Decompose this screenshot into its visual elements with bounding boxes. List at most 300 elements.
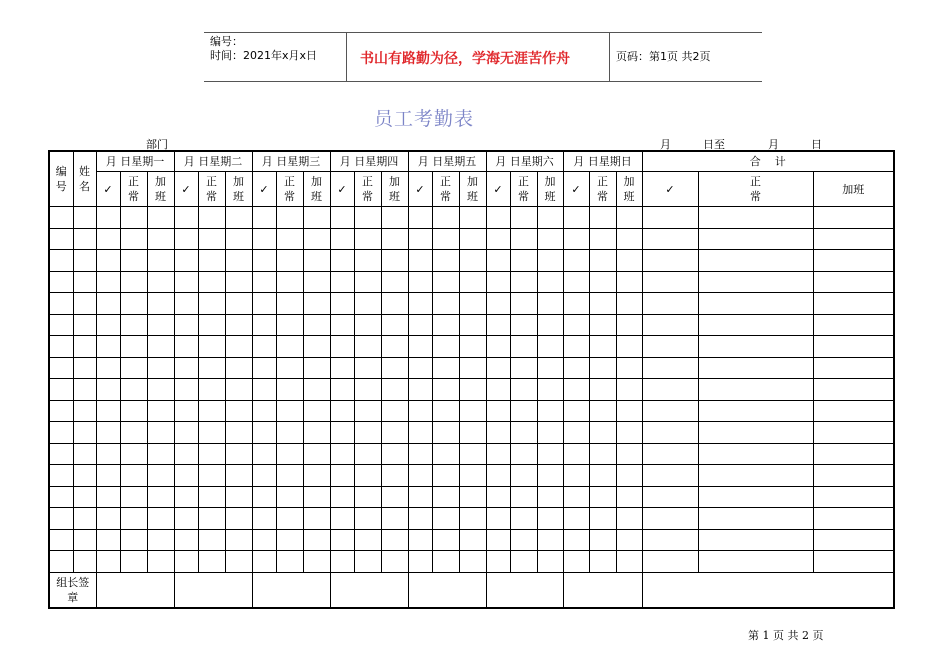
table-cell[interactable] (408, 271, 432, 293)
table-cell[interactable] (408, 228, 432, 250)
table-cell[interactable] (510, 250, 537, 272)
table-cell[interactable] (537, 465, 563, 487)
table-cell[interactable] (252, 228, 276, 250)
table-cell[interactable] (642, 314, 698, 336)
table-cell[interactable] (303, 271, 330, 293)
table-cell[interactable] (147, 293, 174, 315)
table-cell[interactable] (589, 271, 616, 293)
table-cell[interactable] (589, 529, 616, 551)
table-cell[interactable] (537, 293, 563, 315)
table-cell[interactable] (354, 508, 381, 530)
table-cell[interactable] (486, 400, 510, 422)
table-cell[interactable] (198, 529, 225, 551)
table-cell[interactable] (813, 443, 894, 465)
table-cell[interactable] (381, 357, 408, 379)
table-cell[interactable] (616, 336, 642, 358)
table-cell[interactable] (73, 443, 96, 465)
table-cell[interactable] (147, 465, 174, 487)
table-cell[interactable] (330, 465, 354, 487)
table-cell[interactable] (120, 443, 147, 465)
table-cell[interactable] (486, 529, 510, 551)
table-cell[interactable] (432, 529, 459, 551)
table-cell[interactable] (642, 207, 698, 229)
table-cell[interactable] (408, 465, 432, 487)
table-cell[interactable] (537, 551, 563, 573)
table-cell[interactable] (120, 400, 147, 422)
table-cell[interactable] (252, 443, 276, 465)
table-cell[interactable] (486, 379, 510, 401)
table-cell[interactable] (813, 207, 894, 229)
table-cell[interactable] (303, 207, 330, 229)
table-cell[interactable] (408, 336, 432, 358)
table-cell[interactable] (486, 228, 510, 250)
table-cell[interactable] (330, 207, 354, 229)
table-cell[interactable] (432, 422, 459, 444)
table-cell[interactable] (49, 228, 73, 250)
table-cell[interactable] (147, 207, 174, 229)
table-cell[interactable] (486, 250, 510, 272)
table-cell[interactable] (813, 422, 894, 444)
table-cell[interactable] (589, 314, 616, 336)
table-cell[interactable] (432, 551, 459, 573)
table-cell[interactable] (432, 228, 459, 250)
table-cell[interactable] (120, 250, 147, 272)
table-cell[interactable] (813, 250, 894, 272)
table-cell[interactable] (252, 379, 276, 401)
table-cell[interactable] (616, 228, 642, 250)
table-cell[interactable] (616, 271, 642, 293)
table-cell[interactable] (589, 508, 616, 530)
table-cell[interactable] (147, 422, 174, 444)
table-cell[interactable] (225, 314, 252, 336)
table-cell[interactable] (537, 357, 563, 379)
table-cell[interactable] (354, 443, 381, 465)
table-cell[interactable] (174, 551, 198, 573)
table-cell[interactable] (174, 314, 198, 336)
table-cell[interactable] (198, 336, 225, 358)
table-cell[interactable] (73, 207, 96, 229)
table-cell[interactable] (303, 357, 330, 379)
table-cell[interactable] (354, 379, 381, 401)
table-cell[interactable] (642, 293, 698, 315)
table-cell[interactable] (120, 357, 147, 379)
table-cell[interactable] (276, 508, 303, 530)
table-cell[interactable] (432, 271, 459, 293)
table-cell[interactable] (225, 443, 252, 465)
table-cell[interactable] (510, 336, 537, 358)
table-cell[interactable] (73, 422, 96, 444)
signature-cell[interactable] (252, 572, 330, 608)
table-cell[interactable] (276, 293, 303, 315)
table-cell[interactable] (813, 293, 894, 315)
table-cell[interactable] (225, 465, 252, 487)
table-cell[interactable] (354, 422, 381, 444)
table-cell[interactable] (252, 271, 276, 293)
table-cell[interactable] (276, 379, 303, 401)
table-cell[interactable] (537, 508, 563, 530)
table-cell[interactable] (381, 250, 408, 272)
table-cell[interactable] (486, 293, 510, 315)
table-cell[interactable] (698, 293, 813, 315)
table-cell[interactable] (563, 508, 589, 530)
table-cell[interactable] (174, 207, 198, 229)
table-cell[interactable] (642, 228, 698, 250)
table-cell[interactable] (510, 207, 537, 229)
table-cell[interactable] (276, 443, 303, 465)
table-cell[interactable] (486, 486, 510, 508)
table-cell[interactable] (49, 336, 73, 358)
table-cell[interactable] (408, 379, 432, 401)
table-cell[interactable] (147, 443, 174, 465)
table-cell[interactable] (563, 379, 589, 401)
table-cell[interactable] (96, 400, 120, 422)
table-cell[interactable] (408, 529, 432, 551)
table-cell[interactable] (49, 250, 73, 272)
table-cell[interactable] (174, 271, 198, 293)
table-cell[interactable] (432, 486, 459, 508)
table-cell[interactable] (198, 465, 225, 487)
table-cell[interactable] (354, 293, 381, 315)
table-cell[interactable] (510, 379, 537, 401)
signature-cell[interactable] (486, 572, 563, 608)
table-cell[interactable] (537, 336, 563, 358)
table-cell[interactable] (432, 443, 459, 465)
signature-cell[interactable] (563, 572, 642, 608)
table-cell[interactable] (303, 465, 330, 487)
table-cell[interactable] (198, 486, 225, 508)
table-cell[interactable] (198, 314, 225, 336)
table-cell[interactable] (381, 400, 408, 422)
table-cell[interactable] (225, 293, 252, 315)
table-cell[interactable] (616, 314, 642, 336)
table-cell[interactable] (147, 379, 174, 401)
table-cell[interactable] (330, 314, 354, 336)
table-cell[interactable] (225, 336, 252, 358)
table-cell[interactable] (330, 228, 354, 250)
table-cell[interactable] (408, 508, 432, 530)
table-cell[interactable] (381, 336, 408, 358)
table-cell[interactable] (537, 250, 563, 272)
table-cell[interactable] (96, 314, 120, 336)
table-cell[interactable] (408, 207, 432, 229)
table-cell[interactable] (563, 336, 589, 358)
table-cell[interactable] (96, 207, 120, 229)
table-cell[interactable] (198, 293, 225, 315)
table-cell[interactable] (616, 250, 642, 272)
table-cell[interactable] (459, 551, 486, 573)
table-cell[interactable] (589, 379, 616, 401)
table-cell[interactable] (432, 357, 459, 379)
table-cell[interactable] (698, 379, 813, 401)
table-cell[interactable] (616, 443, 642, 465)
table-cell[interactable] (698, 465, 813, 487)
table-cell[interactable] (49, 551, 73, 573)
table-cell[interactable] (120, 486, 147, 508)
table-cell[interactable] (381, 422, 408, 444)
table-cell[interactable] (73, 357, 96, 379)
signature-cell[interactable] (642, 572, 894, 608)
table-cell[interactable] (303, 400, 330, 422)
table-cell[interactable] (276, 422, 303, 444)
table-cell[interactable] (120, 228, 147, 250)
table-cell[interactable] (698, 271, 813, 293)
table-cell[interactable] (432, 293, 459, 315)
table-cell[interactable] (589, 228, 616, 250)
table-cell[interactable] (120, 293, 147, 315)
signature-cell[interactable] (174, 572, 252, 608)
table-cell[interactable] (563, 228, 589, 250)
table-cell[interactable] (147, 271, 174, 293)
table-cell[interactable] (813, 379, 894, 401)
table-cell[interactable] (225, 486, 252, 508)
table-cell[interactable] (252, 293, 276, 315)
table-cell[interactable] (330, 443, 354, 465)
table-cell[interactable] (198, 551, 225, 573)
table-cell[interactable] (276, 551, 303, 573)
table-cell[interactable] (225, 228, 252, 250)
table-cell[interactable] (225, 271, 252, 293)
table-cell[interactable] (459, 336, 486, 358)
table-cell[interactable] (510, 271, 537, 293)
table-cell[interactable] (330, 379, 354, 401)
table-cell[interactable] (198, 422, 225, 444)
table-cell[interactable] (252, 551, 276, 573)
table-cell[interactable] (225, 379, 252, 401)
table-cell[interactable] (354, 400, 381, 422)
table-cell[interactable] (147, 336, 174, 358)
table-cell[interactable] (510, 400, 537, 422)
table-cell[interactable] (616, 551, 642, 573)
table-cell[interactable] (381, 207, 408, 229)
table-cell[interactable] (616, 422, 642, 444)
table-cell[interactable] (432, 465, 459, 487)
table-cell[interactable] (459, 271, 486, 293)
table-cell[interactable] (225, 551, 252, 573)
table-cell[interactable] (459, 250, 486, 272)
table-cell[interactable] (252, 250, 276, 272)
table-cell[interactable] (174, 357, 198, 379)
table-cell[interactable] (303, 314, 330, 336)
table-cell[interactable] (330, 250, 354, 272)
table-cell[interactable] (354, 465, 381, 487)
table-cell[interactable] (408, 250, 432, 272)
table-cell[interactable] (813, 465, 894, 487)
table-cell[interactable] (96, 422, 120, 444)
table-cell[interactable] (563, 486, 589, 508)
table-cell[interactable] (354, 228, 381, 250)
table-cell[interactable] (589, 486, 616, 508)
table-cell[interactable] (432, 379, 459, 401)
table-cell[interactable] (459, 400, 486, 422)
table-cell[interactable] (96, 357, 120, 379)
table-cell[interactable] (381, 293, 408, 315)
table-cell[interactable] (698, 422, 813, 444)
table-cell[interactable] (120, 529, 147, 551)
table-cell[interactable] (813, 336, 894, 358)
table-cell[interactable] (563, 207, 589, 229)
table-cell[interactable] (96, 486, 120, 508)
table-cell[interactable] (813, 551, 894, 573)
table-cell[interactable] (459, 314, 486, 336)
table-cell[interactable] (303, 422, 330, 444)
table-cell[interactable] (642, 486, 698, 508)
table-cell[interactable] (381, 465, 408, 487)
table-cell[interactable] (486, 508, 510, 530)
table-cell[interactable] (73, 314, 96, 336)
table-cell[interactable] (276, 529, 303, 551)
table-cell[interactable] (642, 422, 698, 444)
table-cell[interactable] (510, 314, 537, 336)
table-cell[interactable] (147, 551, 174, 573)
table-cell[interactable] (49, 486, 73, 508)
table-cell[interactable] (174, 336, 198, 358)
table-cell[interactable] (563, 271, 589, 293)
table-cell[interactable] (698, 314, 813, 336)
table-cell[interactable] (330, 529, 354, 551)
table-cell[interactable] (120, 314, 147, 336)
table-cell[interactable] (225, 250, 252, 272)
table-cell[interactable] (174, 465, 198, 487)
table-cell[interactable] (813, 228, 894, 250)
table-cell[interactable] (642, 271, 698, 293)
table-cell[interactable] (252, 529, 276, 551)
table-cell[interactable] (459, 357, 486, 379)
table-cell[interactable] (589, 250, 616, 272)
table-cell[interactable] (537, 379, 563, 401)
signature-cell[interactable] (96, 572, 174, 608)
table-cell[interactable] (642, 508, 698, 530)
table-cell[interactable] (432, 336, 459, 358)
table-cell[interactable] (147, 250, 174, 272)
table-cell[interactable] (616, 357, 642, 379)
table-cell[interactable] (147, 228, 174, 250)
table-cell[interactable] (537, 443, 563, 465)
table-cell[interactable] (120, 207, 147, 229)
table-cell[interactable] (432, 314, 459, 336)
table-cell[interactable] (381, 529, 408, 551)
table-cell[interactable] (174, 422, 198, 444)
table-cell[interactable] (225, 422, 252, 444)
table-cell[interactable] (537, 422, 563, 444)
table-cell[interactable] (459, 529, 486, 551)
table-cell[interactable] (174, 486, 198, 508)
table-cell[interactable] (147, 529, 174, 551)
table-cell[interactable] (49, 443, 73, 465)
table-cell[interactable] (330, 293, 354, 315)
table-cell[interactable] (698, 207, 813, 229)
table-cell[interactable] (96, 379, 120, 401)
table-cell[interactable] (252, 357, 276, 379)
table-cell[interactable] (589, 207, 616, 229)
table-cell[interactable] (120, 379, 147, 401)
table-cell[interactable] (147, 357, 174, 379)
table-cell[interactable] (510, 508, 537, 530)
table-cell[interactable] (276, 357, 303, 379)
table-cell[interactable] (563, 422, 589, 444)
table-cell[interactable] (510, 465, 537, 487)
table-cell[interactable] (303, 508, 330, 530)
table-cell[interactable] (589, 400, 616, 422)
table-cell[interactable] (354, 207, 381, 229)
table-cell[interactable] (537, 314, 563, 336)
table-cell[interactable] (510, 443, 537, 465)
table-cell[interactable] (120, 508, 147, 530)
table-cell[interactable] (381, 486, 408, 508)
table-cell[interactable] (486, 336, 510, 358)
table-cell[interactable] (537, 207, 563, 229)
table-cell[interactable] (303, 336, 330, 358)
table-cell[interactable] (198, 400, 225, 422)
table-cell[interactable] (120, 271, 147, 293)
table-cell[interactable] (563, 357, 589, 379)
table-cell[interactable] (73, 529, 96, 551)
table-cell[interactable] (698, 250, 813, 272)
table-cell[interactable] (408, 443, 432, 465)
table-cell[interactable] (73, 293, 96, 315)
table-cell[interactable] (537, 228, 563, 250)
table-cell[interactable] (96, 508, 120, 530)
table-cell[interactable] (459, 465, 486, 487)
table-cell[interactable] (589, 336, 616, 358)
table-cell[interactable] (589, 293, 616, 315)
table-cell[interactable] (642, 443, 698, 465)
table-cell[interactable] (147, 486, 174, 508)
table-cell[interactable] (303, 379, 330, 401)
table-cell[interactable] (174, 529, 198, 551)
table-cell[interactable] (813, 357, 894, 379)
table-cell[interactable] (408, 486, 432, 508)
table-cell[interactable] (96, 336, 120, 358)
table-cell[interactable] (198, 228, 225, 250)
table-cell[interactable] (330, 486, 354, 508)
table-cell[interactable] (252, 207, 276, 229)
table-cell[interactable] (510, 293, 537, 315)
table-cell[interactable] (381, 379, 408, 401)
table-cell[interactable] (225, 207, 252, 229)
table-cell[interactable] (49, 357, 73, 379)
table-cell[interactable] (252, 314, 276, 336)
table-cell[interactable] (698, 400, 813, 422)
table-cell[interactable] (120, 422, 147, 444)
table-cell[interactable] (198, 443, 225, 465)
table-cell[interactable] (616, 207, 642, 229)
table-cell[interactable] (642, 250, 698, 272)
table-cell[interactable] (252, 508, 276, 530)
table-cell[interactable] (698, 336, 813, 358)
table-cell[interactable] (698, 529, 813, 551)
table-cell[interactable] (354, 551, 381, 573)
table-cell[interactable] (537, 529, 563, 551)
table-cell[interactable] (73, 250, 96, 272)
table-cell[interactable] (174, 379, 198, 401)
table-cell[interactable] (698, 486, 813, 508)
table-cell[interactable] (49, 314, 73, 336)
table-cell[interactable] (616, 400, 642, 422)
table-cell[interactable] (813, 314, 894, 336)
table-cell[interactable] (276, 486, 303, 508)
table-cell[interactable] (459, 486, 486, 508)
table-cell[interactable] (537, 486, 563, 508)
table-cell[interactable] (408, 551, 432, 573)
table-cell[interactable] (642, 400, 698, 422)
table-cell[interactable] (563, 293, 589, 315)
table-cell[interactable] (510, 357, 537, 379)
table-cell[interactable] (303, 443, 330, 465)
table-cell[interactable] (486, 271, 510, 293)
table-cell[interactable] (198, 271, 225, 293)
table-cell[interactable] (225, 529, 252, 551)
table-cell[interactable] (408, 422, 432, 444)
